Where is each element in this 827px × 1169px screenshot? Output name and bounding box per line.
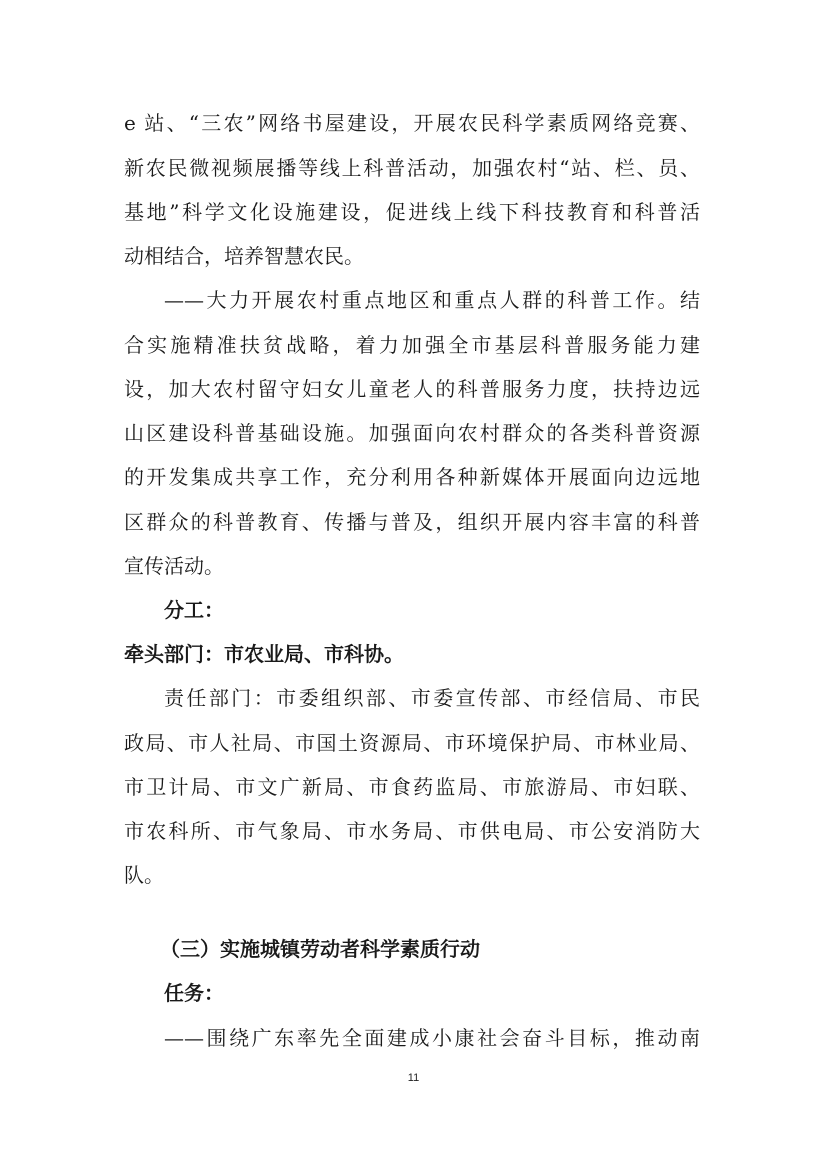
paragraph-line: 宣传活动。 bbox=[124, 554, 224, 578]
paragraph-line: 基地”科学文化设施建设，促进线上线下科技教育和科普活 bbox=[124, 200, 700, 224]
paragraph-line: 队。 bbox=[124, 863, 164, 887]
paragraph-line: 新农民微视频展播等线上科普活动，加强农村“站、栏、员、 bbox=[124, 156, 700, 180]
paragraph-line: 动相结合，培养智慧农民。 bbox=[124, 244, 364, 268]
lead-departments: 牵头部门：市农业局、市科协。 bbox=[124, 642, 404, 666]
paragraph-line: e 站、“三农”网络书屋建设，开展农民科学素质网络竞赛、 bbox=[124, 111, 700, 135]
paragraph-line: 设，加大农村留守妇女儿童老人的科普服务力度，扶持边远 bbox=[124, 377, 700, 401]
page-number: 11 bbox=[407, 1072, 420, 1084]
section-label-tasks: 任务： bbox=[164, 981, 224, 1005]
paragraph-line: 合实施精准扶贫战略，着力加强全市基层科普服务能力建 bbox=[124, 333, 700, 357]
paragraph-line: ——大力开展农村重点地区和重点人群的科普工作。结 bbox=[164, 288, 700, 312]
section-heading: （三）实施城镇劳动者科学素质行动 bbox=[160, 937, 480, 961]
paragraph-line: 的开发集成共享工作，充分利用各种新媒体开展面向边远地 bbox=[124, 465, 700, 489]
paragraph-line: 政局、市人社局、市国土资源局、市环境保护局、市林业局、 bbox=[124, 731, 700, 755]
paragraph-line: 山区建设科普基础设施。加强面向农村群众的各类科普资源 bbox=[124, 421, 700, 445]
section-label-division: 分工： bbox=[164, 598, 224, 622]
paragraph-line: 责任部门：市委组织部、市委宣传部、市经信局、市民 bbox=[164, 686, 700, 710]
paragraph-line: 区群众的科普教育、传播与普及，组织开展内容丰富的科普 bbox=[124, 510, 700, 534]
paragraph-line: ——围绕广东率先全面建成小康社会奋斗目标，推动南 bbox=[164, 1026, 700, 1050]
paragraph-line: 市卫计局、市文广新局、市食药监局、市旅游局、市妇联、 bbox=[124, 775, 700, 799]
paragraph-line: 市农科所、市气象局、市水务局、市供电局、市公安消防大 bbox=[124, 819, 700, 843]
